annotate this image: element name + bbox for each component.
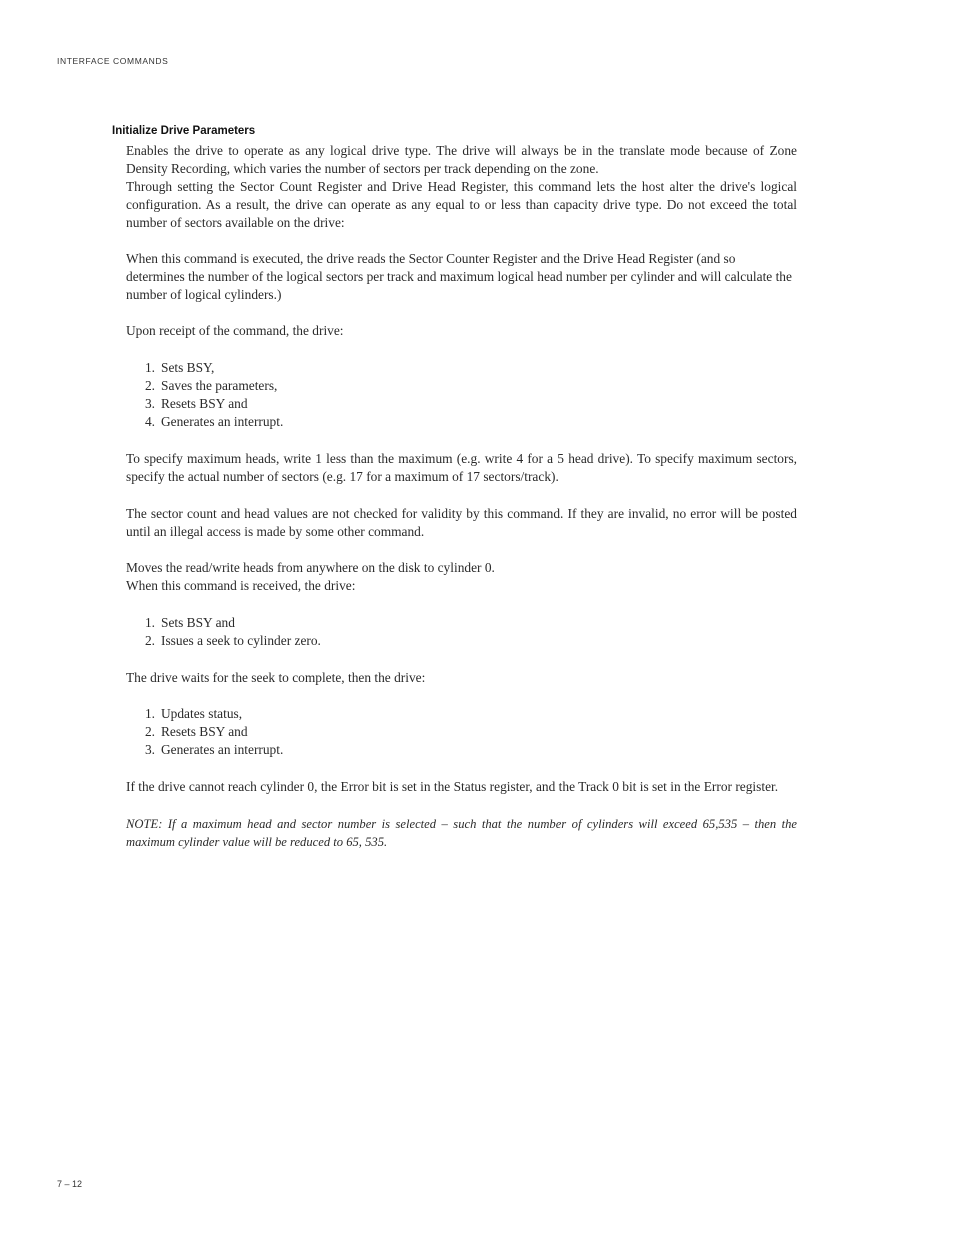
- list-number: 2.: [144, 724, 155, 739]
- when-received-paragraph: When this command is received, the drive:: [126, 578, 356, 593]
- list-text: Resets BSY and: [161, 396, 248, 411]
- list-item: [126, 723, 797, 741]
- list-item: [126, 614, 797, 632]
- list-number: 2.: [144, 378, 155, 393]
- recal-steps-list: [126, 614, 797, 650]
- list-text: Saves the parameters,: [161, 378, 278, 393]
- body-content: [126, 142, 797, 851]
- list-item: [126, 705, 797, 723]
- list-number: 4.: [144, 414, 155, 429]
- list-item: [126, 377, 797, 395]
- list-item: [126, 741, 797, 759]
- intro-paragraph-2: Through setting the Sector Count Register and Drive Head Register, this command lets the host alter the drive's logical configuration. As a result, the drive can operate as any equal to or less than capacity drive type. Do not exceed the total number of sectors available on the drive:: [126, 179, 797, 230]
- list-text: Issues a seek to cylinder zero.: [161, 633, 321, 648]
- list-number: 1.: [144, 360, 155, 375]
- list-text: Updates status,: [161, 706, 243, 721]
- upon-receipt-paragraph: Upon receipt of the command, the drive:: [126, 323, 344, 338]
- intro-paragraph-1: Enables the drive to operate as any logical drive type. The drive will always be in the translate mode because of Zone Density Recording, which varies the number of sectors per track depending on the zone.: [126, 143, 797, 176]
- page-number: 7 – 12: [57, 1179, 83, 1189]
- running-header: INTERFACE COMMANDS: [57, 56, 169, 66]
- list-number: 3.: [144, 396, 155, 411]
- specify-max-paragraph: To specify maximum heads, write 1 less than the maximum (e.g. write 4 for a 5 head drive). To specify maximum sectors, specify the actual number of sectors (e.g. 17 for a maximum of 17 sectors/track).: [126, 451, 797, 484]
- seek-steps-list: [126, 705, 797, 759]
- list-item: [126, 413, 797, 431]
- list-number: 1.: [144, 706, 155, 721]
- section-title: Initialize Drive Parameters: [112, 125, 256, 137]
- list-item: [126, 632, 797, 650]
- list-item: [126, 359, 797, 377]
- list-item: [126, 395, 797, 413]
- list-number: 3.: [144, 742, 155, 757]
- list-text: Generates an interrupt.: [161, 414, 284, 429]
- note-paragraph: NOTE: If a maximum head and sector number is selected – such that the number of cylinders will exceed 65,535 – then the maximum cylinder value will be reduced to 65, 535.: [126, 817, 797, 849]
- not-checked-paragraph: The sector count and head values are not checked for validity by this command. If they are invalid, no error will be posted until an illegal access is made by some other command.: [126, 506, 797, 539]
- list-number: 2.: [144, 633, 155, 648]
- list-text: Generates an interrupt.: [161, 742, 284, 757]
- cannot-reach-paragraph: If the drive cannot reach cylinder 0, the Error bit is set in the Status register, and the Track 0 bit is set in the Error register.: [126, 779, 779, 794]
- receipt-steps-list: [126, 359, 797, 431]
- moves-heads-paragraph: Moves the read/write heads from anywhere on the disk to cylinder 0.: [126, 560, 495, 575]
- executed-paragraph: When this command is executed, the drive reads the Sector Counter Register and the Drive Head Register (and so determines the number of the logical sectors per track and maximum logical head number per cylinder and will calculate the number of logical cylinders.): [126, 251, 792, 302]
- list-number: 1.: [144, 615, 155, 630]
- list-text: Resets BSY and: [161, 724, 248, 739]
- list-text: Sets BSY and: [161, 615, 235, 630]
- list-text: Sets BSY,: [161, 360, 215, 375]
- waits-paragraph: The drive waits for the seek to complete, then the drive:: [126, 670, 426, 685]
